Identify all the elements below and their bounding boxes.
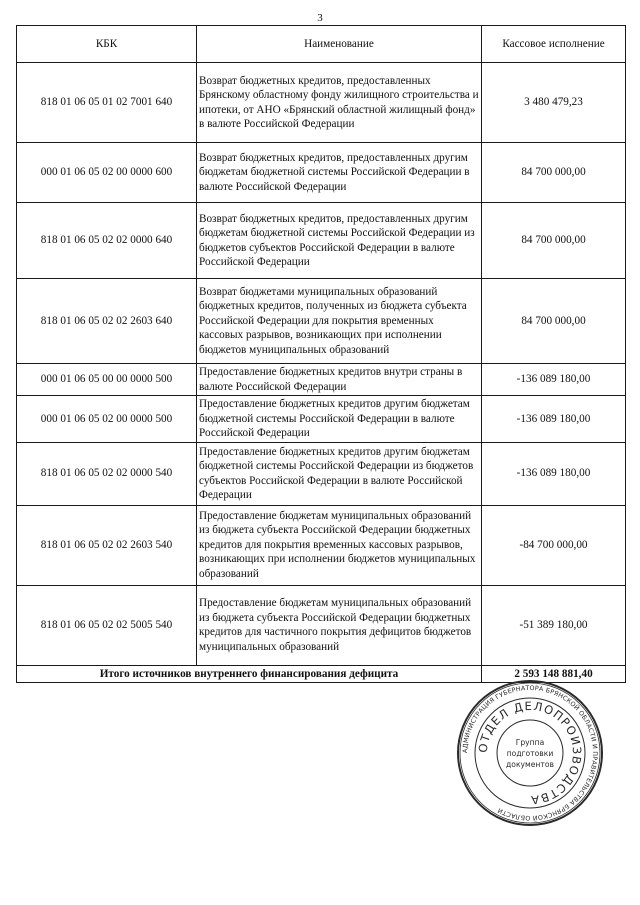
- seal-center-line-2: подготовки: [506, 749, 554, 758]
- amount-cell: -136 089 180,00: [482, 364, 626, 396]
- table-row: [17, 396, 626, 443]
- name-cell: Предоставление бюджетных кредитов другим бюджетам бюджетной системы Российской Федерации в валюте Российской Федерации: [197, 396, 482, 443]
- name-cell: Предоставление бюджетам муниципальных образований из бюджета субъекта Российской Федерации бюджетных кредитов для частичного покрытия дефицитов бюджетов муниципальных образований: [197, 585, 482, 665]
- amount-cell: 84 700 000,00: [482, 143, 626, 203]
- name-cell: Возврат бюджетных кредитов, предоставленных другим бюджетам бюджетной системы Российской Федерации в валюте Российской Федерации: [197, 143, 482, 203]
- kbk-cell: 000 01 06 05 00 00 0000 500: [17, 364, 197, 396]
- page-number: 3: [317, 12, 323, 24]
- total-label: Итого источников внутреннего финансирования дефицита: [17, 665, 482, 683]
- kbk-cell: 818 01 06 05 02 02 2603 640: [17, 279, 197, 364]
- seal-outer-text: АДМИНИСТРАЦИЯ ГУБЕРНАТОРА БРЯНСКОЙ ОБЛАСТИ И ПРАВИТЕЛЬСТВА БРЯНСКОЙ ОБЛАСТИ: [461, 684, 599, 822]
- table-row: [17, 364, 626, 396]
- kbk-cell: 818 01 06 05 02 02 0000 540: [17, 442, 197, 505]
- table-row: [17, 442, 626, 505]
- table-row: [17, 203, 626, 279]
- table-row: [17, 505, 626, 585]
- header-kbk: КБК: [17, 26, 197, 63]
- name-cell: Предоставление бюджетных кредитов другим бюджетам бюджетной системы Российской Федерации из бюджетов субъектов Российской Федерации в валюте Российской Федерации: [197, 442, 482, 505]
- table-row: [17, 63, 626, 143]
- kbk-cell: 000 01 06 05 02 00 0000 500: [17, 396, 197, 443]
- amount-cell: -136 089 180,00: [482, 396, 626, 443]
- amount-cell: -51 389 180,00: [482, 585, 626, 665]
- name-cell: Предоставление бюджетных кредитов внутри страны в валюте Российской Федерации: [197, 364, 482, 396]
- seal-middle-text: ОТДЕЛ ДЕЛОПРОИЗВОДСТВА: [475, 698, 585, 808]
- name-cell: Возврат бюджетных кредитов, предоставленных другим бюджетам бюджетной системы Российской Федерации из бюджетов субъектов Российской Федерации в валюте Российской Федерации: [197, 203, 482, 279]
- name-cell: Возврат бюджетами муниципальных образований бюджетных кредитов, полученных из бюджета субъекта Российской Федерации для покрытия временных кассовых разрывов, возникающих при исполнении бюджетов муниципальных образований: [197, 279, 482, 364]
- name-cell: Предоставление бюджетам муниципальных образований из бюджета субъекта Российской Федерации бюджетных кредитов для покрытия временных кассовых разрывов, возникающих при исполнении бюджетов муниципальных образований: [197, 505, 482, 585]
- seal-graphic: [456, 679, 604, 827]
- kbk-cell: 000 01 06 05 02 00 0000 600: [17, 143, 197, 203]
- amount-cell: 3 480 479,23: [482, 63, 626, 143]
- header-name: Наименование: [197, 26, 482, 63]
- kbk-cell: 818 01 06 05 02 02 2603 540: [17, 505, 197, 585]
- amount-cell: -84 700 000,00: [482, 505, 626, 585]
- table-row: [17, 585, 626, 665]
- kbk-cell: 818 01 06 05 02 02 5005 540: [17, 585, 197, 665]
- table-row: [17, 143, 626, 203]
- financing-sources-table: [16, 25, 626, 683]
- table-row: [17, 279, 626, 364]
- kbk-cell: 818 01 06 05 02 02 0000 640: [17, 203, 197, 279]
- header-amount: Кассовое исполнение: [482, 26, 626, 63]
- table-header-row: [17, 26, 626, 63]
- seal-center-line-1: Группа: [515, 738, 545, 747]
- kbk-cell: 818 01 06 05 01 02 7001 640: [17, 63, 197, 143]
- amount-cell: 84 700 000,00: [482, 203, 626, 279]
- official-seal: [456, 679, 604, 827]
- name-cell: Возврат бюджетных кредитов, предоставленных Брянскому областному фонду жилищного строительства и ипотеки, от АНО «Брянский областной жилищный фонд» в валюте Российской Федерации: [197, 63, 482, 143]
- total-amount: 2 593 148 881,40: [482, 665, 626, 683]
- amount-cell: -136 089 180,00: [482, 442, 626, 505]
- amount-cell: 84 700 000,00: [482, 279, 626, 364]
- seal-center-line-3: документов: [506, 760, 554, 769]
